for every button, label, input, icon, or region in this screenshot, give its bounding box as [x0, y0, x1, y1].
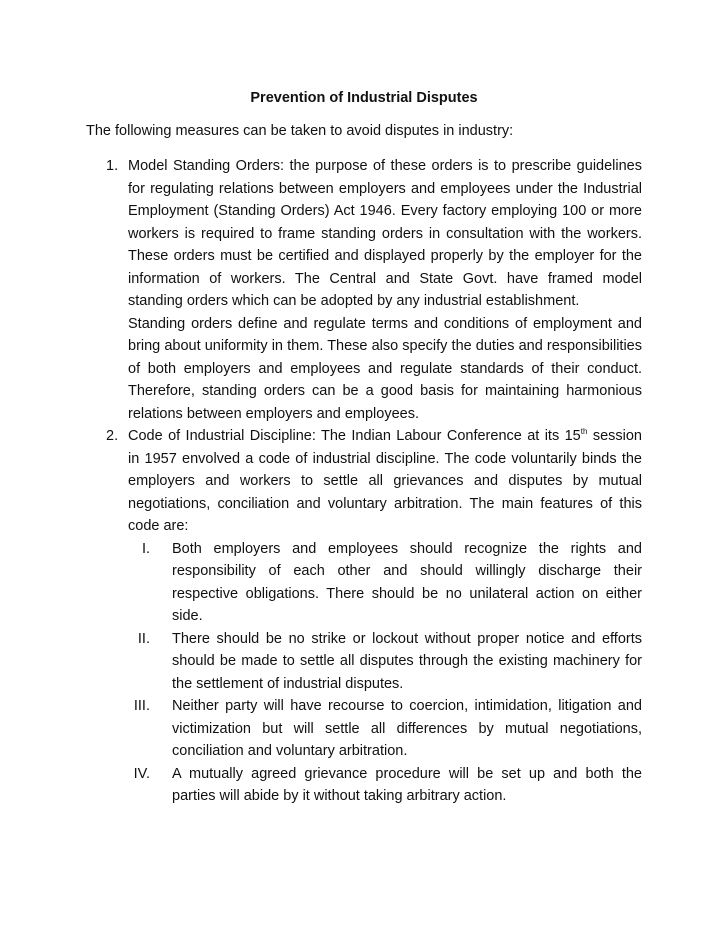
sub-item-text: A mutually agreed grievance procedure will be set up and both the parties will abide by it without taking arbitrary action.: [172, 765, 642, 804]
text-segment: session in 1957 envolved a code of industrial discipline. The code voluntarily binds the employers and workers to settle all grievances and disputes by mutual negotiations, conciliation and voluntary arbitration. The main features of this code are:: [128, 428, 642, 534]
sub-item-ii: [137, 628, 642, 696]
intro-text: The following measures can be taken to avoid disputes in industry:: [86, 123, 514, 139]
sub-item-i: [141, 538, 642, 628]
list-item-number: 2.: [106, 428, 119, 444]
superscript-ordinal: th: [580, 427, 588, 437]
sub-item-text: There should be no strike or lockout without proper notice and efforts should be made to settle all disputes through the existing machinery for the settlement of industrial disputes.: [172, 630, 642, 692]
page-title: Prevention of Industrial Disputes: [250, 90, 478, 106]
list-item-paragraph: Standing orders define and regulate terms and conditions of employment and bring about uniformity in them. These also specify the duties and responsibilities of both employers and employees and regulate standards of their conduct. Therefore, standing orders can be a good basis for maintaining harmonious relations between employers and employees.: [128, 315, 642, 422]
sub-item-iv: [133, 763, 642, 808]
text-segment: Code of Industrial Discipline: The Indian Labour Conference at its 15: [128, 428, 581, 444]
measures-list: [0, 155, 728, 808]
sub-item-text: Both employers and employees should recognize the rights and responsibility of each other and should willingly discharge their respective obligations. There should be no unilateral action on either side.: [172, 540, 642, 624]
list-item-paragraph: Model Standing Orders: the purpose of these orders is to prescribe guidelines for regulating relations between employers and employees under the Industrial Employment (Standing Orders) Act 1946. Every factory employing 100 or more workers is required to frame standing orders in consultation with the workers. These orders must be certified and displayed properly by the employer for the information of workers. The Central and State Govt. have framed model standing orders which can be adopted by any industrial establishment.: [128, 158, 642, 309]
sub-item-text: Neither party will have recourse to coercion, intimidation, litigation and victimization but will settle all differences by mutual negotiations, conciliation and voluntary arbitration.: [172, 698, 642, 759]
roman-numeral: IV.: [133, 765, 150, 782]
list-item-number: 1.: [106, 158, 119, 174]
list-item-code-of-industrial-discipline: [106, 425, 642, 808]
roman-numeral: I.: [141, 540, 150, 557]
sub-item-iii: [133, 695, 642, 763]
roman-numeral: II.: [137, 630, 150, 647]
list-item-model-standing-orders: [106, 155, 642, 425]
list-item-paragraph: [128, 425, 642, 538]
roman-numeral: III.: [133, 698, 150, 714]
